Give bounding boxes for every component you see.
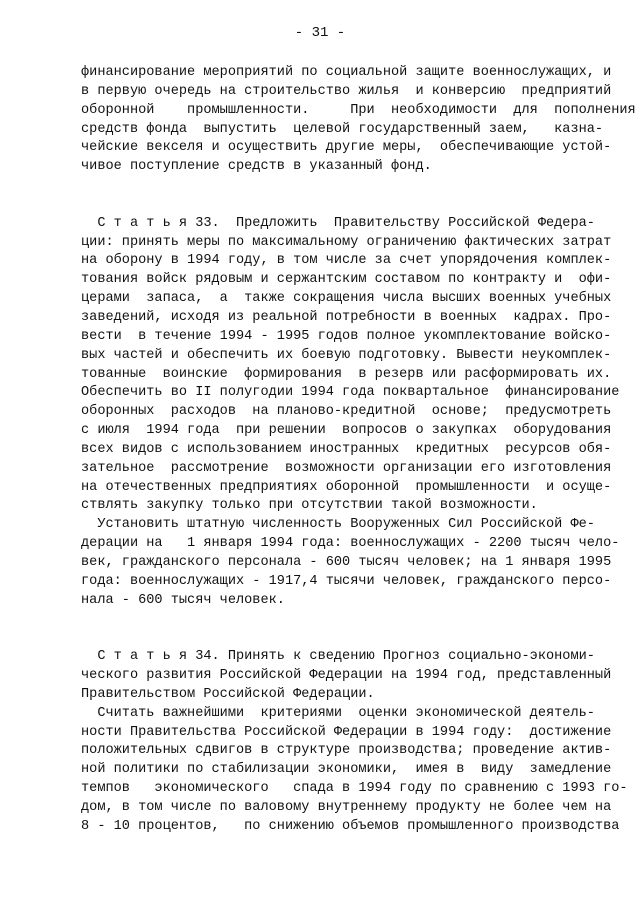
text-line: Обеспечить во II полугодии 1994 года поквартальное финансирование [81, 385, 620, 401]
text-line: в первую очередь на строительство жилья и конверсию предприятий [81, 83, 612, 99]
text-line: вести в течение 1994 - 1995 годов полное укомплектование войско- [81, 328, 612, 344]
paragraph [81, 705, 628, 837]
text-line: ции: принять меры по максимальному ограничению фактических затрат [81, 234, 612, 250]
text-line: на оборону в 1994 году, в том числе за счет упорядочения комплек- [81, 253, 612, 269]
text-line: зательное рассмотрение возможности организации его изготовления [81, 460, 612, 476]
text-line: финансирование мероприятий по социальной защите военнослужащих, и [81, 65, 612, 80]
text-line: положительных сдвигов в структуре производства; проведение актив- [81, 743, 612, 759]
text-line: дерации на 1 января 1994 года: военнослужащих - 2200 тысяч чело- [81, 536, 620, 552]
text-line: на отечественных предприятиях оборонной промышленности и осуще- [81, 479, 612, 495]
text-line: вых частей и обеспечить их боевую подготовку. Вывести неукомплек- [81, 347, 612, 363]
text-line: темпов экономического спада в 1994 году по сравнению с 1993 го- [81, 781, 628, 797]
document-body [81, 64, 636, 837]
text-line: Правительством Российской Федерации. [81, 686, 375, 702]
text-line: С т а т ь я 34. Принять к сведению Прогноз социально-экономи- [81, 649, 595, 665]
text-line: ствлять закупку только при отсутствии такой возможности. [81, 498, 538, 514]
text-line: Считать важнейшими критериями оценки экономической деятель- [81, 705, 595, 721]
paragraph [81, 64, 636, 177]
text-line: нала - 600 тысяч человек. [81, 592, 285, 608]
text-line: ности Правительства Российской Федерации в 1994 году: достижение [81, 724, 612, 740]
text-line: ной политики по стабилизации экономики, имея в виду замедление [81, 762, 612, 778]
page-number: - 31 - [294, 25, 346, 41]
paragraph [81, 516, 620, 610]
text-line: чивое поступление средств в указанный фонд. [81, 159, 432, 175]
text-line: чейские векселя и осуществить другие меры, обеспечивающие устой- [81, 140, 612, 156]
text-line: тованные воинские формирования в резерв или расформировать их. [81, 366, 612, 382]
text-line: средств фонда выпустить целевой государственный заем, казна- [81, 121, 604, 137]
text-line: Установить штатную численность Вооруженных Сил Российской Фе- [81, 517, 595, 533]
text-line: церами запаса, а также сокращения числа высших военных учебных [81, 291, 612, 307]
text-line: оборонной промышленности. При необходимости для пополнения [81, 102, 636, 118]
text-line: тования войск рядовым и сержантским составом по контракту и офи- [81, 272, 612, 288]
paragraph [81, 215, 620, 517]
paragraph-gap [81, 610, 581, 648]
text-line: 8 - 10 процентов, по снижению объемов промышленного производства [81, 818, 620, 834]
text-line: век, гражданского персонала - 600 тысяч человек; на 1 января 1995 [81, 554, 612, 570]
paragraph [81, 648, 612, 705]
text-line: с июля 1994 года при решении вопросов о закупках оборудования [81, 423, 612, 439]
text-line: ческого развития Российской Федерации на 1994 год, представленный [81, 668, 612, 683]
text-line: оборонных расходов на планово-кредитной основе; предусмотреть [81, 404, 612, 420]
text-line: дом, в том числе по валовому внутреннему продукту не более чем на [81, 799, 612, 815]
text-line: С т а т ь я 33. Предложить Правительству Российской Федера- [81, 215, 595, 231]
text-line: заведений, исходя из реальной потребности в военных кадрах. Про- [81, 309, 612, 325]
text-line: всех видов с использованием иностранных кредитных ресурсов обя- [81, 441, 612, 457]
paragraph-gap [81, 177, 581, 215]
text-line: года: военнослужащих - 1917,4 тысячи человек, гражданского персо- [81, 573, 612, 589]
